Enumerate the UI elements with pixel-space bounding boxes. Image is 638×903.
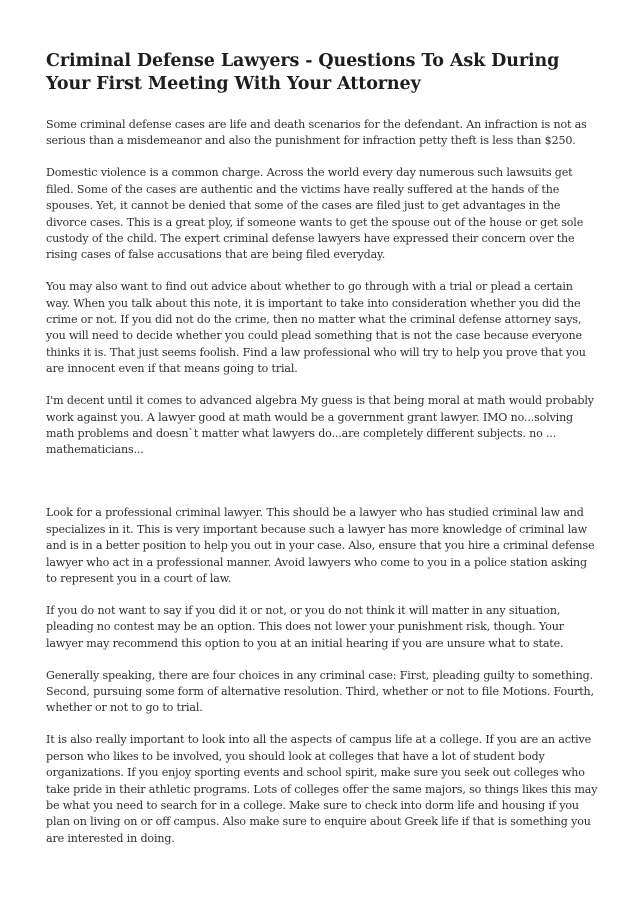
- document-page: [46, 50, 598, 863]
- paragraph-four-choices: Generally speaking, there are four choices in any criminal case: First, pleading guilty to something. Second, pursuing some form of alternative resolution. Third, whether or not to file Motions. Fourth, whether or not to go to trial.: [46, 668, 594, 715]
- paragraph-trial-advice: You may also want to find out advice about whether to go through with a trial or plead a certain way. When you talk about this note, it is important to take into consideration whether you did the crime or not. If you did not do the crime, then no matter what the criminal defense attorney says, you will need to decide whether you could plead something that is not the case because everyone thinks it is. That just seems foolish. Find a law professional who will try to help you prove that you are innocent even if that means going to trial.: [46, 280, 586, 376]
- paragraph-domestic-violence: Domestic violence is a common charge. Across the world every day numerous such lawsuits get filed. Some of the cases are authentic and the victims have really suffered at the hands of the spouses. Yet, it cannot be denied that some of the cases are filed just to get advantages in the divorce cases. This is a great ploy, if someone wants to get the spouse out of the house or get sole custody of the child. The expert criminal defense lawyers have expressed their concern over the rising cases of false accusations that are being filed everyday.: [46, 166, 584, 262]
- paragraph-infraction: Some criminal defense cases are life and death scenarios for the defendant. An infraction is not as serious than a misdemeanor and also the punishment for infraction petty theft is less than $250.: [46, 118, 587, 148]
- document-title: Criminal Defense Lawyers - Questions To Ask During Your First Meeting With Your Attorney: [46, 51, 560, 94]
- paragraph-professional-lawyer: Look for a professional criminal lawyer. This should be a lawyer who has studied criminal law and specializes in it. This is very important because such a lawyer has more knowledge of criminal law and is in a better position to help you out in your case. Also, ensure that you hire a criminal defense lawyer who act in a professional manner. Avoid lawyers who come to you in a police station asking to represent you in a court of law.: [46, 506, 595, 585]
- paragraph-campus-life: It is also really important to look into all the aspects of campus life at a college. If you are an active person who likes to be involved, you should look at colleges that have a lot of student body organizations. If you enjoy sporting events and school spirit, make sure you seek out colleges who take pride in their athletic programs. Lots of colleges offer the same majors, so things likes this may be what you need to search for in a college. Make sure to check into dorm life and housing if you plan on living on or off campus. Also make sure to enquire about Greek life if that is something you are interested in doing.: [46, 733, 598, 845]
- paragraph-no-contest: If you do not want to say if you did it or not, or you do not think it will matter in any situation, pleading no contest may be an option. This does not lower your punishment risk, though. Your lawyer may recommend this option to you at an initial hearing if you are unsure what to state.: [46, 603, 564, 650]
- paragraph-algebra: I'm decent until it comes to advanced algebra My guess is that being moral at math would probably work against you. A lawyer good at math would be a government grant lawyer. IMO no...solving math problems and doesn`t matter what lawyers do...are completely different subjects. no ... mathematicians...: [46, 394, 594, 457]
- section-gap: [46, 474, 598, 505]
